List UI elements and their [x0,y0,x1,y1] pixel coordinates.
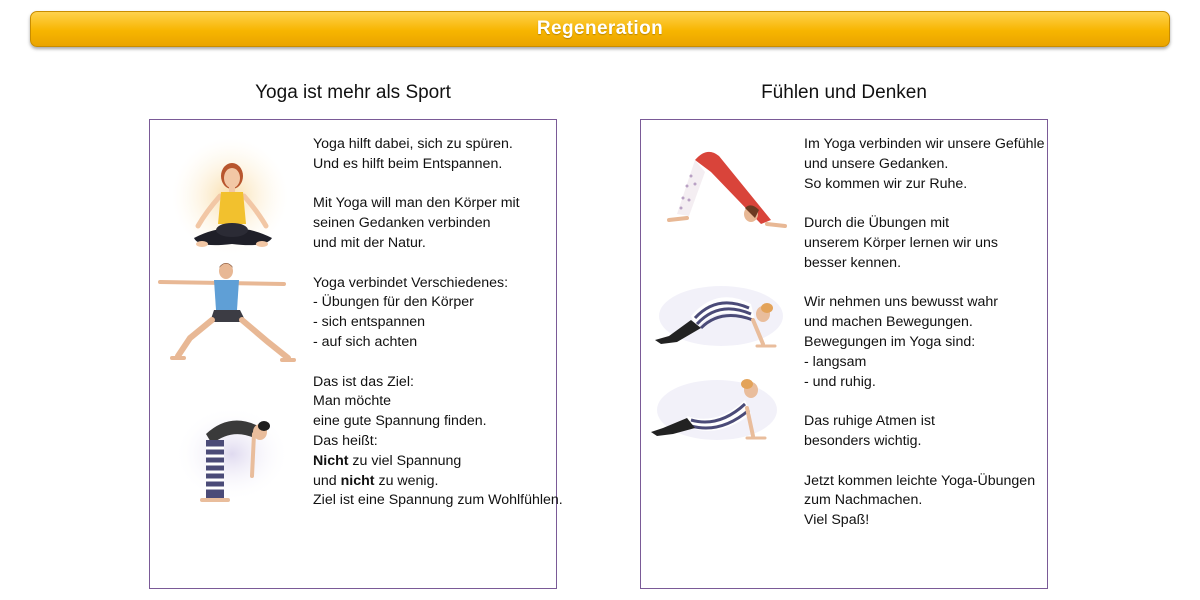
text-line: So kommen wir zur Ruhe. [804,175,968,192]
section-banner [30,11,1170,47]
text-line: Das ruhige Atmen ist [804,413,935,430]
text-line: Wir nehmen uns bewusst wahr [804,294,998,311]
right-text [804,135,1045,531]
text-line: Im Yoga verbinden wir unsere Gefühle [804,136,1045,152]
text-fragment: zu wenig. [378,472,439,489]
text-line: besonders wichtig. [804,432,922,449]
text-line: unserem Körper lernen wir uns [804,234,998,251]
downward-dog-illustration [655,142,791,234]
text-line: Das heißt: [313,432,378,449]
text-line: Jetzt kommen leichte Yoga-Übungen [804,472,1036,489]
text-line: Bewegungen im Yoga sind: [804,333,976,350]
text-line: Ziel ist eine Spannung zum Wohlfühlen. [313,492,563,509]
text-line: Das ist das Ziel: [313,373,414,390]
bold-word: Nicht [313,452,349,469]
text-line: und unsere Gedanken. [804,155,949,172]
text-line: Mit Yoga will man den Körper mit [313,195,520,212]
cow-pose-illustration [647,370,779,446]
right-column-title: Fühlen und Denken [761,82,927,103]
text-line: zum Nachmachen. [804,492,923,509]
text-line: Viel Spaß! [804,512,870,529]
banner-title: Regeneration [536,18,664,39]
text-line: - sich entspannen [313,314,425,331]
text-line: Yoga verbindet Verschiedenes: [313,274,509,291]
lotus-pose-illustration [168,134,288,262]
text-line [313,452,563,472]
text-line: und mit der Natur. [313,234,426,251]
text-line: seinen Gedanken verbinden [313,215,491,232]
left-text [313,135,563,511]
text-fragment: zu viel Spannung [352,452,462,469]
text-line: besser kennen. [804,254,902,271]
bold-word: nicht [340,472,375,489]
text-line: Und es hilft beim Entspannen. [313,155,503,172]
text-line: - Übungen für den Körper [313,294,474,311]
left-content-box [149,119,563,589]
text-line: Yoga hilft dabei, sich zu spüren. [313,136,513,152]
text-line: - langsam [804,353,867,370]
text-line: Durch die Übungen mit [804,215,950,232]
text-line: eine gute Spannung finden. [313,413,487,430]
text-line: und machen Bewegungen. [804,314,973,331]
text-line [313,472,563,492]
left-column-title: Yoga ist mehr als Sport [255,82,451,103]
text-line: - auf sich achten [313,333,418,350]
text-line: - und ruhig. [804,373,876,390]
warrior-pose-illustration [154,260,296,364]
right-content-box [640,119,1048,589]
cat-pose-illustration [651,280,785,354]
forward-fold-illustration [172,404,292,508]
text-line: Man möchte [313,393,392,410]
text-fragment: und [313,472,337,489]
